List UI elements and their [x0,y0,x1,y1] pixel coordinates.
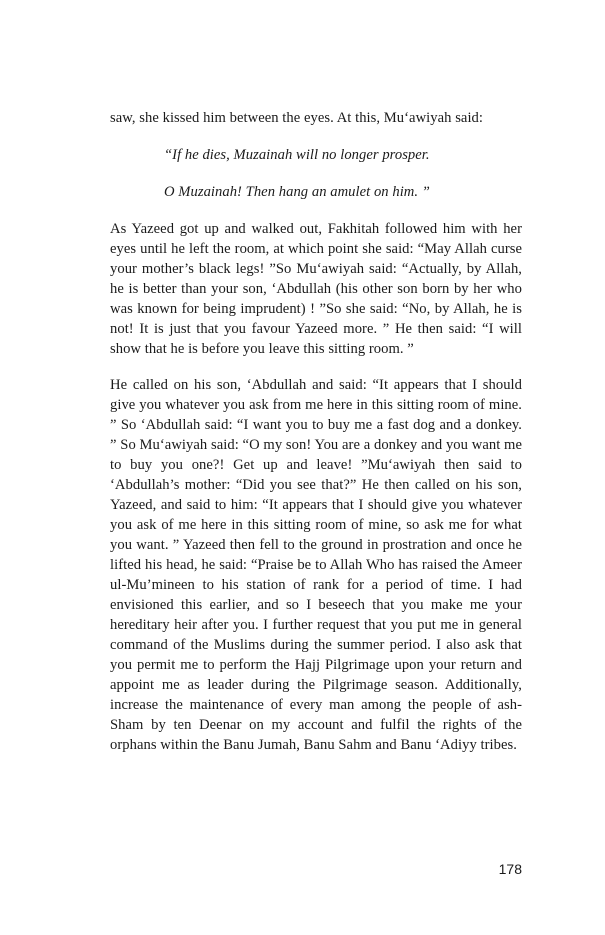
page-body [110,108,522,755]
paragraph-3: He called on his son, ‘Abdullah and said: “It appears that I should give you whatever you ask from me here in this sitting room of mine. ” So ‘Abdullah said: “I want you to buy me a fast dog and a donkey. ” So Mu‘awiyah said: “O my son! You are a donkey and you want me to buy you one?! Get up and leave! ”Mu‘awiyah then said to ‘Abdullah’s mother: “Did you see that?” He then called on his son, Yazeed, and said to him: “It appears that I should give you whatever you ask of me here in this sitting room of mine, so ask me for what you want. ” Yazeed then fell to the ground in prostration and once he lifted his head, he said: “Praise be to Allah Who has raised the Ameer ul-Mu’mineen to his station of rank for a period of time. I had envisioned this earlier, and so I beseech that you make me your hereditary heir after you. I further request that you put me in general command of the Muslims during the summer period. I also ask that you permit me to perform the Hajj Pilgrimage upon your return and appoint me as leader during the Pilgrimage season. Additionally, increase the maintenance of every man among the people of ash-Sham by ten Deenar on my account and fulfil the rights of the orphans within the Banu Jumah, Banu Sahm and Banu ‘Adiyy tribes. [110,377,522,753]
paragraph-1: saw, she kissed him between the eyes. At this, Mu‘awiyah said: [110,110,484,126]
page-number: 178 [498,861,522,877]
quote-line-2: O Muzainah! Then hang an amulet on him. ” [164,184,430,200]
quote-line-1: “If he dies, Muzainah will no longer prosper. [164,147,430,163]
paragraph-2: As Yazeed got up and walked out, Fakhitah followed him with her eyes until he left the room, at which point she said: “May Allah curse your mother’s black legs! ”So Mu‘awiyah said: “Actually, by Allah, he is better than your son, ‘Abdullah (his other son born by her who was known for being imprudent) ! ”So she said: “No, by Allah, he is not! It is just that you favour Yazeed more. ” He then said: “I will show that he is before you leave this sitting room. ” [110,221,522,357]
